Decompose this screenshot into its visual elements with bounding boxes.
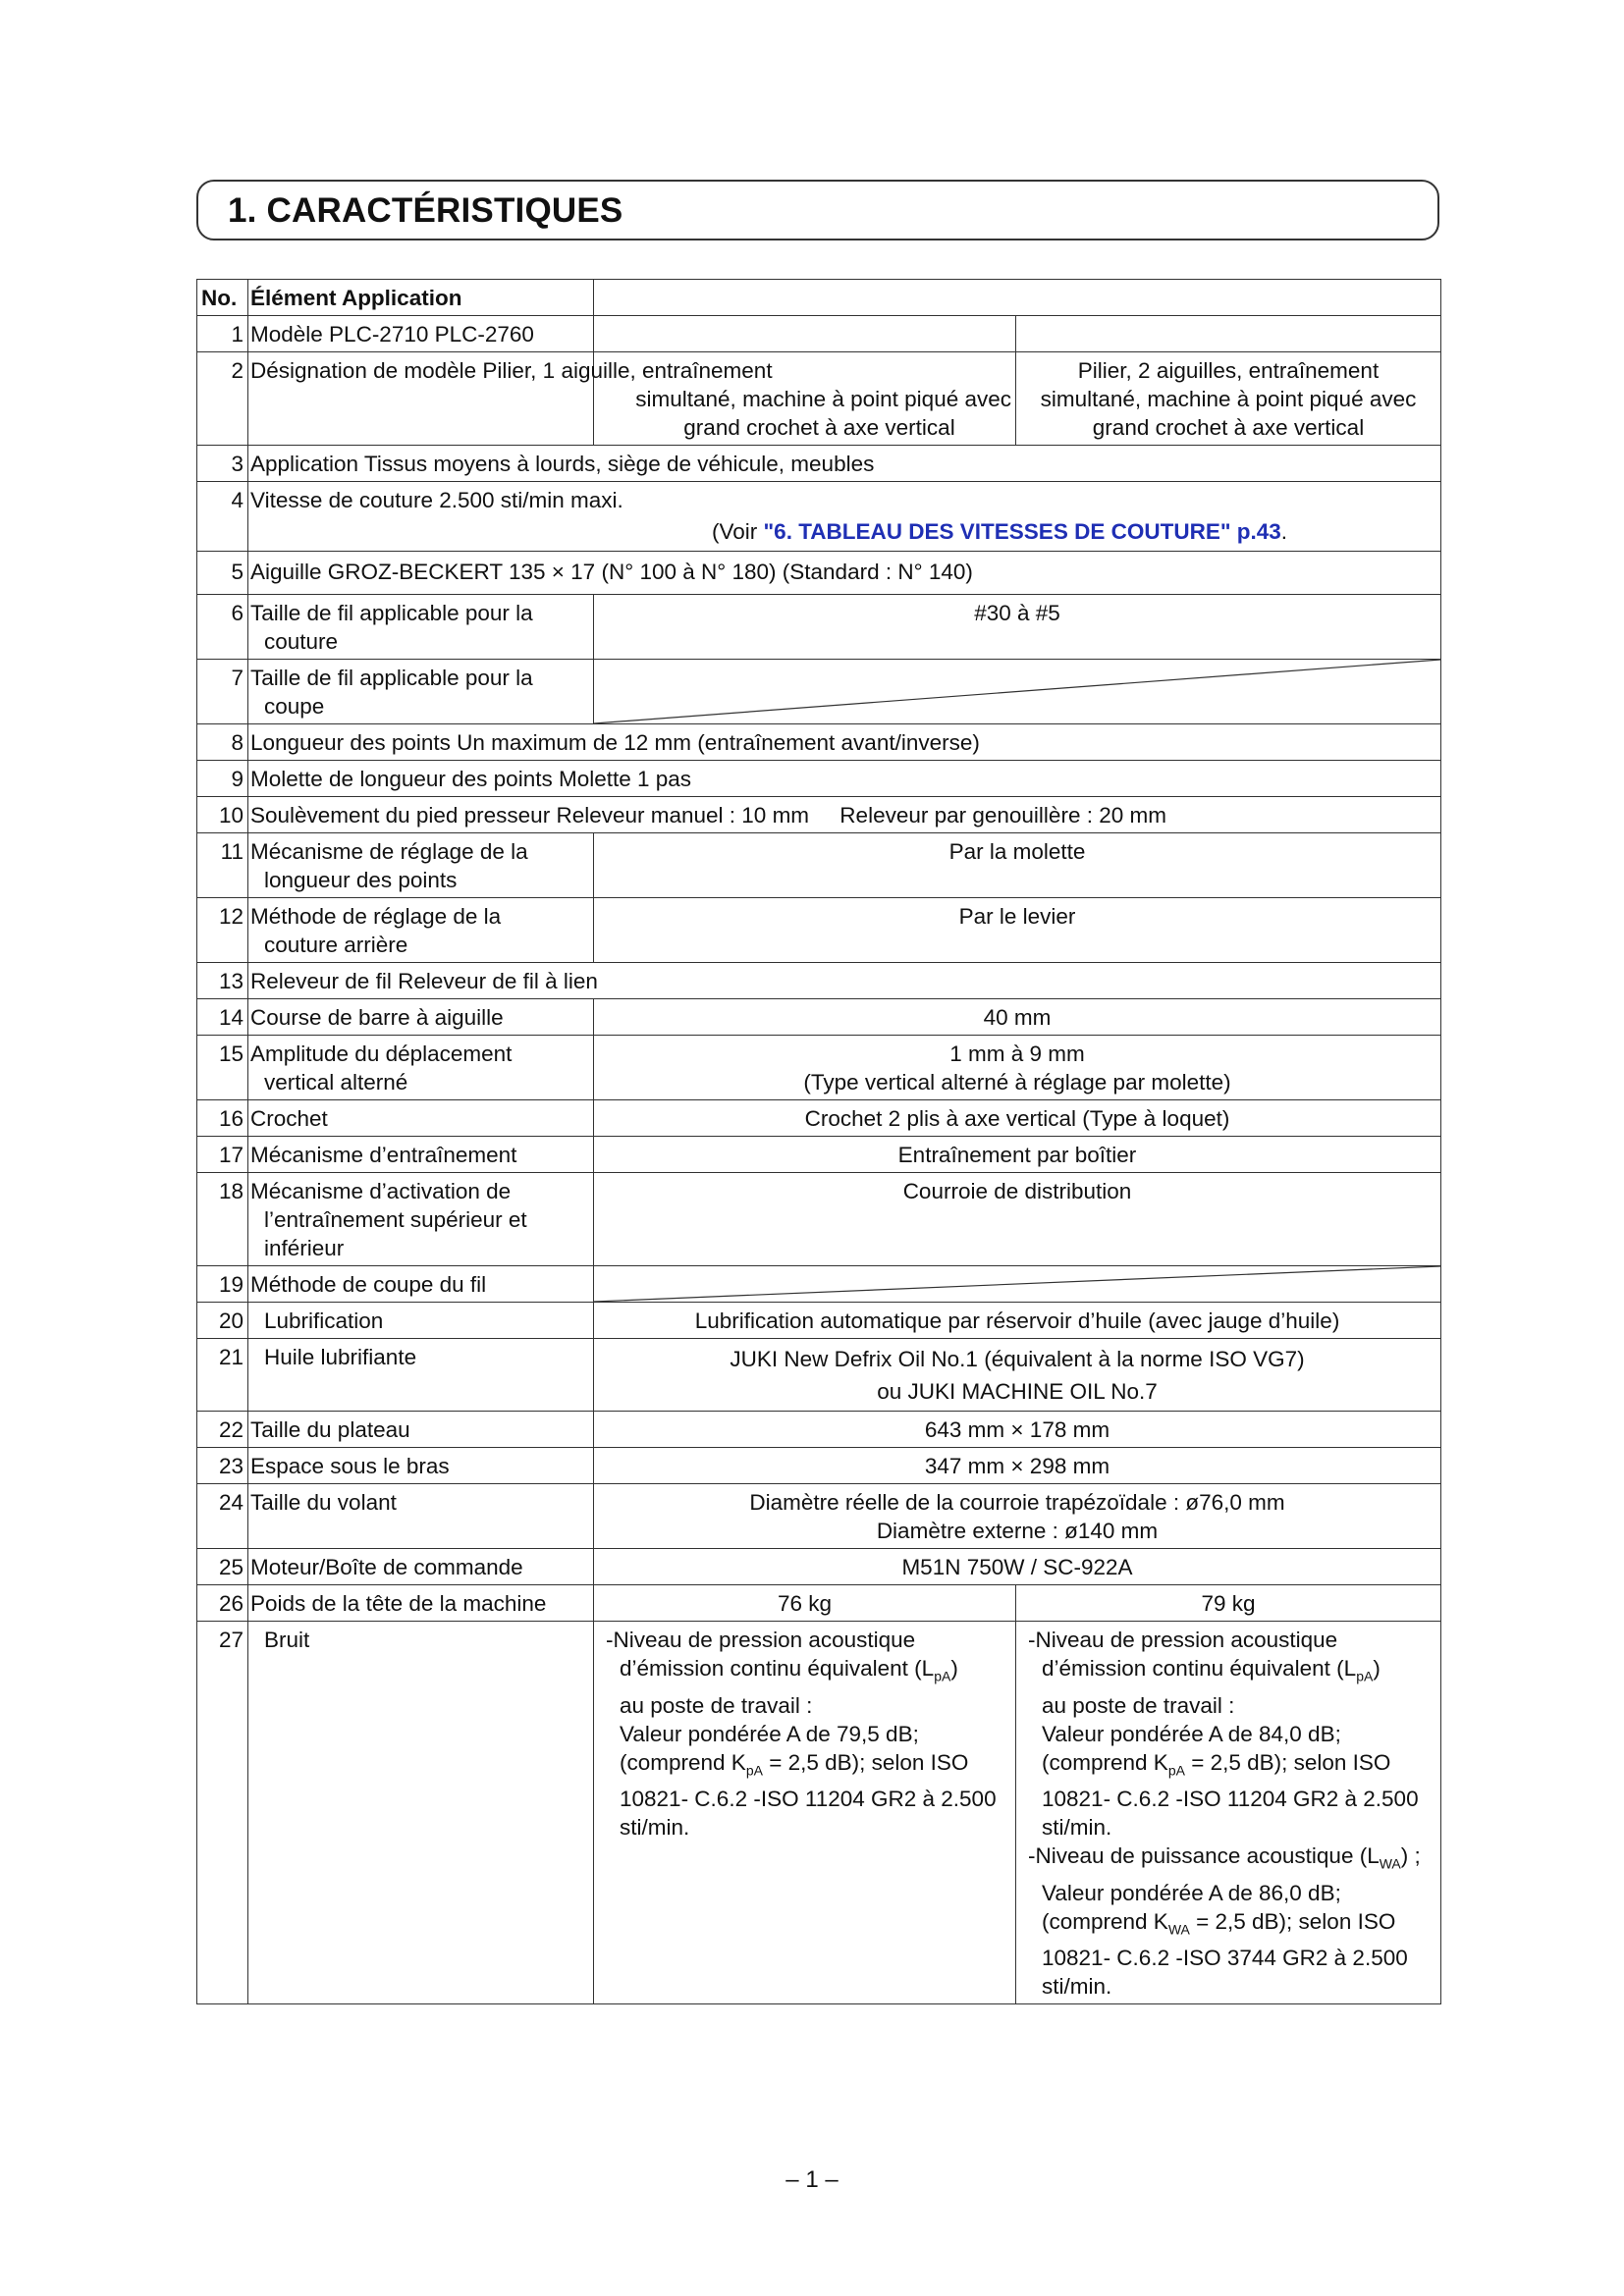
table-row: 16 Crochet Crochet 2 plis à axe vertical (Type à loquet)	[197, 1100, 1441, 1137]
table-row: 13 Releveur de fil Releveur de fil à lien	[197, 963, 1441, 999]
table-row: 15 Amplitude du déplacement vertical alterné 1 mm à 9 mm (Type vertical alterné à réglage par molette)	[197, 1036, 1441, 1100]
table-row: 5 Aiguille GROZ-BECKERT 135 × 17 (N° 100 à N° 180) (Standard : N° 140)	[197, 552, 1441, 595]
table-row: 17 Mécanisme d’entraînement Entraînement par boîtier	[197, 1137, 1441, 1173]
noise-spec-plc2710: -Niveau de pression acoustique d’émission continu équivalent $(L_{pA})$ au poste de travail : Valeur pondérée A de 79,5 dB; (comprend $K_{pA} = 2,5$ dB); selon ISO 10821- C.6.2 -ISO 11204 GR2 à 2.500 sti/min.	[606, 1628, 997, 1840]
specifications-table	[196, 279, 1441, 2004]
table-row: 26 Poids de la tête de la machine 76 kg 79 kg	[197, 1585, 1441, 1622]
table-row: 2 Désignation de modèle Pilier, 1 aiguille, entraînement simultané, machine à point piqué avec grand crochet à axe vertical Pilier, 2 aiguilles, entraînement simultané, machine à point piqué avec grand crochet à axe vertical	[197, 352, 1441, 446]
table-row: 22 Taille du plateau 643 mm × 178 mm	[197, 1412, 1441, 1448]
link-speed-table[interactable]: "6. TABLEAU DES VITESSES DE COUTURE" p.43	[763, 519, 1281, 544]
section-title: 1. CARACTÉRISTIQUES	[228, 191, 623, 230]
table-row: 6 Taille de fil applicable pour la couture #30 à #5	[197, 595, 1441, 660]
page-number: – 1 –	[785, 2166, 839, 2193]
row-text: Modèle PLC-2710 PLC-2760	[250, 322, 534, 347]
row-text: Désignation de modèle Pilier, 1 aiguille, entraînement	[250, 358, 773, 383]
table-row: 3 Application Tissus moyens à lourds, siège de véhicule, meubles	[197, 446, 1441, 482]
not-applicable-diagonal	[594, 660, 1441, 724]
table-row: 27 Bruit -Niveau de pression acoustique d’émission continu équivalent $(L_{pA})$ au poste de travail : Valeur pondérée A de 79,5 dB; (comprend $K_{pA} = 2,5$ dB); selon ISO 10821- C.6.2 -ISO 11204 GR2 à 2.500 sti/min. -Niveau de pression acoustique d’émission continu équivalent $(L_{pA})$ au poste de travail : Valeur pondérée A de 84,0 dB; (comprend $K_{pA} = 2,5$ dB); selon ISO 10821- C.6.2 -ISO 11204 GR2 à 2.500 sti/min. -Niveau de puissance acoustique $(L_{WA})$ ; Valeur pondérée A de 86,0 dB; (comprend $K_{WA} = 2,5$ dB); selon ISO 10821- C.6.2 -ISO 3744 GR2 à 2.500 sti/min.	[197, 1622, 1441, 2004]
table-row: 19 Méthode de coupe du fil	[197, 1266, 1441, 1303]
table-row: 1 Modèle PLC-2710 PLC-2760	[197, 316, 1441, 352]
table-row: 12 Méthode de réglage de la couture arrière Par le levier	[197, 898, 1441, 963]
table-row: 9 Molette de longueur des points Molette 1 pas	[197, 761, 1441, 797]
table-row: 10 Soulèvement du pied presseur Releveur manuel : 10 mm Releveur par genouillère : 20 mm	[197, 797, 1441, 833]
header-no: No.	[197, 280, 248, 316]
table-row: 11 Mécanisme de réglage de la longueur des points Par la molette	[197, 833, 1441, 898]
header-element-application: Élément Application	[248, 280, 594, 316]
table-header-row	[197, 280, 1441, 316]
table-row: 25 Moteur/Boîte de commande M51N 750W / SC-922A	[197, 1549, 1441, 1585]
table-row: 24 Taille du volant Diamètre réelle de la courroie trapézoïdale : ø76,0 mm Diamètre externe : ø140 mm	[197, 1484, 1441, 1549]
table-row: 4 Vitesse de couture 2.500 sti/min maxi. (Voir "6. TABLEAU DES VITESSES DE COUTURE" p.43.	[197, 482, 1441, 552]
not-applicable-diagonal	[594, 1266, 1441, 1303]
table-row: 23 Espace sous le bras 347 mm × 298 mm	[197, 1448, 1441, 1484]
noise-spec-plc2760: -Niveau de pression acoustique d’émission continu équivalent $(L_{pA})$ au poste de travail : Valeur pondérée A de 84,0 dB; (comprend $K_{pA} = 2,5$ dB); selon ISO 10821- C.6.2 -ISO 11204 GR2 à 2.500 sti/min. -Niveau de puissance acoustique $(L_{WA})$ ; Valeur pondérée A de 86,0 dB; (comprend $K_{WA} = 2,5$ dB); selon ISO 10821- C.6.2 -ISO 3744 GR2 à 2.500 sti/min.	[1028, 1628, 1421, 1999]
table-row: 8 Longueur des points Un maximum de 12 mm (entraînement avant/inverse)	[197, 724, 1441, 761]
table-row: 18 Mécanisme d’activation de l’entraînement supérieur et inférieur Courroie de distribution	[197, 1173, 1441, 1266]
table-row: 7 Taille de fil applicable pour la coupe	[197, 660, 1441, 724]
table-row: 21 Huile lubrifiante JUKI New Defrix Oil No.1 (équivalent à la norme ISO VG7) ou JUKI MACHINE OIL No.7	[197, 1339, 1441, 1412]
table-row: 20 Lubrification Lubrification automatique par réservoir d’huile (avec jauge d’huile)	[197, 1303, 1441, 1339]
section-title-box	[196, 180, 1439, 240]
table-row: 14 Course de barre à aiguille 40 mm	[197, 999, 1441, 1036]
